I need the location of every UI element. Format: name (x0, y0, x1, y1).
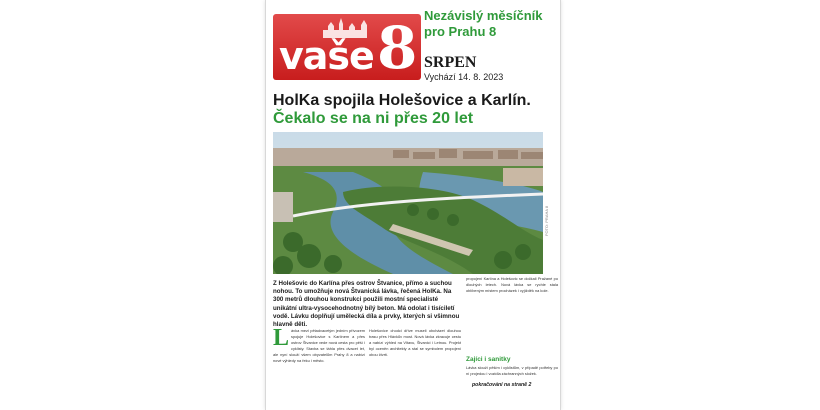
issue-date: Vychází 14. 8. 2023 (424, 72, 504, 82)
article-column-2: Holešovice chodci dříve museli obcházet dlouhou trasu přes Hlávkův most. Nová lávka zkracuje cestu a nabízí výhled na Vltavu, Štvanici i Letnou. Projekt byl oceněn architekty a stal se symbolem propojení obou čtvrtí. (369, 328, 461, 357)
dropcap: L (273, 325, 290, 351)
section-subhead: Zajíci i sanitky (466, 356, 511, 363)
aerial-photo (273, 132, 543, 274)
newspaper-page (265, 0, 561, 410)
headline: HolKa spojila Holešovice a Karlín. (273, 92, 531, 109)
article-column-4: Lávka slouží pěším i cyklistům, v případě potřeby po ní projedou i vozidla záchranných složek. (466, 365, 558, 376)
masthead-logo (273, 14, 421, 80)
logo-word: vaše (279, 34, 374, 78)
logo-number: 8 (377, 14, 418, 82)
article-lead: Z Holešovic do Karlína přes ostrov Štvanice, přímo a suchou nohou. To umožňuje nová Štvanická lávka, řečená HolKa. Na 300 metrů dlouhou konstrukci použili mostní specialisté unikátní ultra-vysocehodnotný bílý beton. Má odolat i tisíciletí vodě. Lávku doplňují umělecká díla a prvky, kterých si všimnou hlavně děti. (273, 280, 460, 329)
photo-credit: FOTO: PRAHA 8 (544, 205, 549, 236)
continued-note[interactable]: pokračování na straně 2 (472, 382, 532, 388)
issue-month: SRPEN (424, 54, 477, 71)
article-column-3: propojení Karlína a Holešovic se dočkali Pražané po dlouhých letech. Nová lávka se rychle stala oblíbeným místem procházek i vyjížděk na kole. (466, 276, 558, 293)
column-1-text: ávka mezi pětadvacetým jedním přívozem spojuje Holešovice s Karlínem a přes ostrov Štvanice vede nová cesta pro pěší i cyklisty. Stavba se táhla přes dvacet let, ale nyní slouží všem obyvatelům Prahy 8 a nabízí nové výhledy na řeku i město. (273, 328, 365, 363)
article-column-1 (273, 325, 365, 363)
headline-subtitle: Čekalo se na ni přes 20 let (273, 110, 474, 127)
tagline: Nezávislý měsíčník pro Prahu 8 (424, 8, 543, 39)
